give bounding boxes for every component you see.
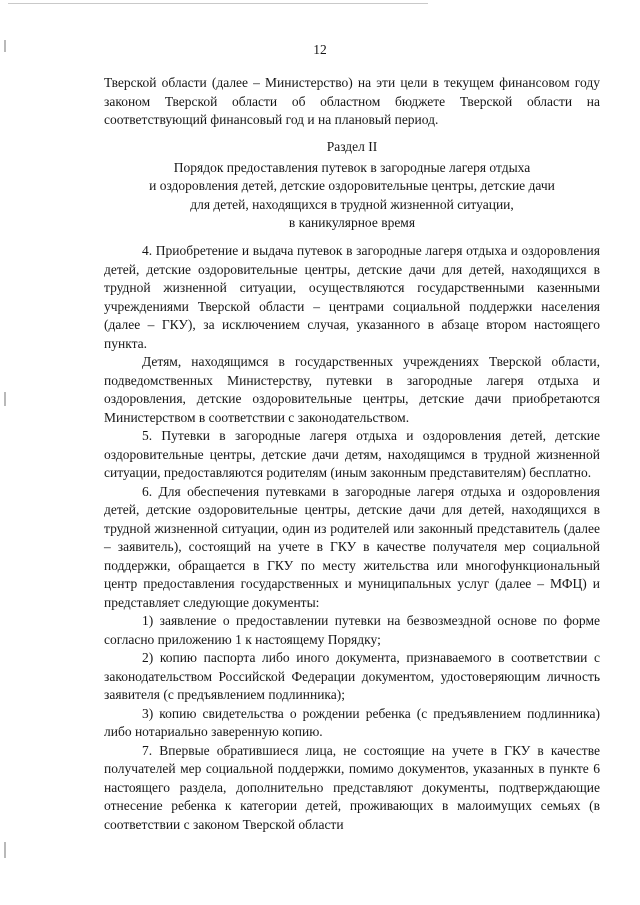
body-text: [104, 242, 600, 834]
section-heading: [104, 138, 600, 233]
scan-edge-mark: [4, 392, 6, 406]
page-number: 12: [313, 42, 327, 57]
section-title-line: в каникулярное время: [288, 215, 416, 230]
intro-paragraph: Тверской области (далее – Министерство) на эти цели в текущем финансовом году законом Тверской области об областном бюджете Тверской области на соответствующий финансовый год и на плановый период.: [104, 75, 600, 127]
scan-edge-mark: [4, 842, 6, 858]
document-list-item-2: 2) копию паспорта либо иного документа, признаваемого в соответствии с законодательством Российской Федерации документом, удостоверяющим личность заявителя (с предъявлением подлинника);: [104, 650, 600, 702]
paragraph-item-6: 6. Для обеспечения путевками в загородные лагеря отдыха и оздоровления детей, детские оздоровительные центры, детские дачи для детей, находящихся в трудной жизненной ситуации, один из родителей или законный представитель (далее – заявитель), состоящий на учете в ГКУ в качестве получателя мер социальной поддержки, обращается в ГКУ по месту жительства или многофункциональный центр предоставления государственных и муниципальных услуг (далее – МФЦ) и представляет следующие документы:: [104, 483, 600, 610]
scan-artifact-line: [8, 3, 428, 4]
paragraph-item-5: 5. Путевки в загородные лагеря отдыха и оздоровления детей, детские оздоровительные центры, детские дачи детям, находящимся в трудной жизненной ситуации, предоставляются родителям (иным законным представителям) бесплатно.: [104, 428, 600, 480]
paragraph-item-4: 4. Приобретение и выдача путевок в загородные лагеря отдыха и оздоровления детей, детские оздоровительные центры, детские дачи для детей, находящихся в трудной жизненной ситуации, осуществляются государственными казенными учреждениями Тверской области – центрами социальной поддержки населения (далее – ГКУ), за исключением случая, указанного в абзаце втором настоящего пункта.: [104, 243, 600, 351]
paragraph-item-7: 7. Впервые обратившиеся лица, не состоящие на учете в ГКУ в качестве получателей мер социальной поддержки, помимо документов, указанных в пункте 6 настоящего раздела, дополнительно представляют документы, подтверждающие отнесение ребенка к категории детей, проживающих в малоимущих семьях (в соответствии с законом Тверской области: [104, 742, 600, 832]
section-title-line: и оздоровления детей, детские оздоровительные центры, детские дачи: [149, 178, 555, 193]
section-title-line: Порядок предоставления путевок в загородные лагеря отдыха: [173, 159, 531, 175]
section-title-line: для детей, находящихся в трудной жизненной ситуации,: [190, 196, 514, 212]
section-label: Раздел II: [326, 139, 378, 154]
document-list-item-3: 3) копию свидетельства о рождении ребенка (с предъявлением подлинника) либо нотариально заверенную копию.: [104, 705, 600, 739]
document-list-item-1: 1) заявление о предоставлении путевки на безвозмездной основе по форме согласно приложению 1 к настоящему Порядку;: [104, 613, 600, 647]
paragraph-item-4-second: Детям, находящимся в государственных учреждениях Тверской области, подведомственных Министерству, путевки в загородные лагеря отдыха и оздоровления, детские оздоровительные центры, детские дачи приобретаются Министерством в соответствии с законодательством.: [104, 354, 600, 425]
